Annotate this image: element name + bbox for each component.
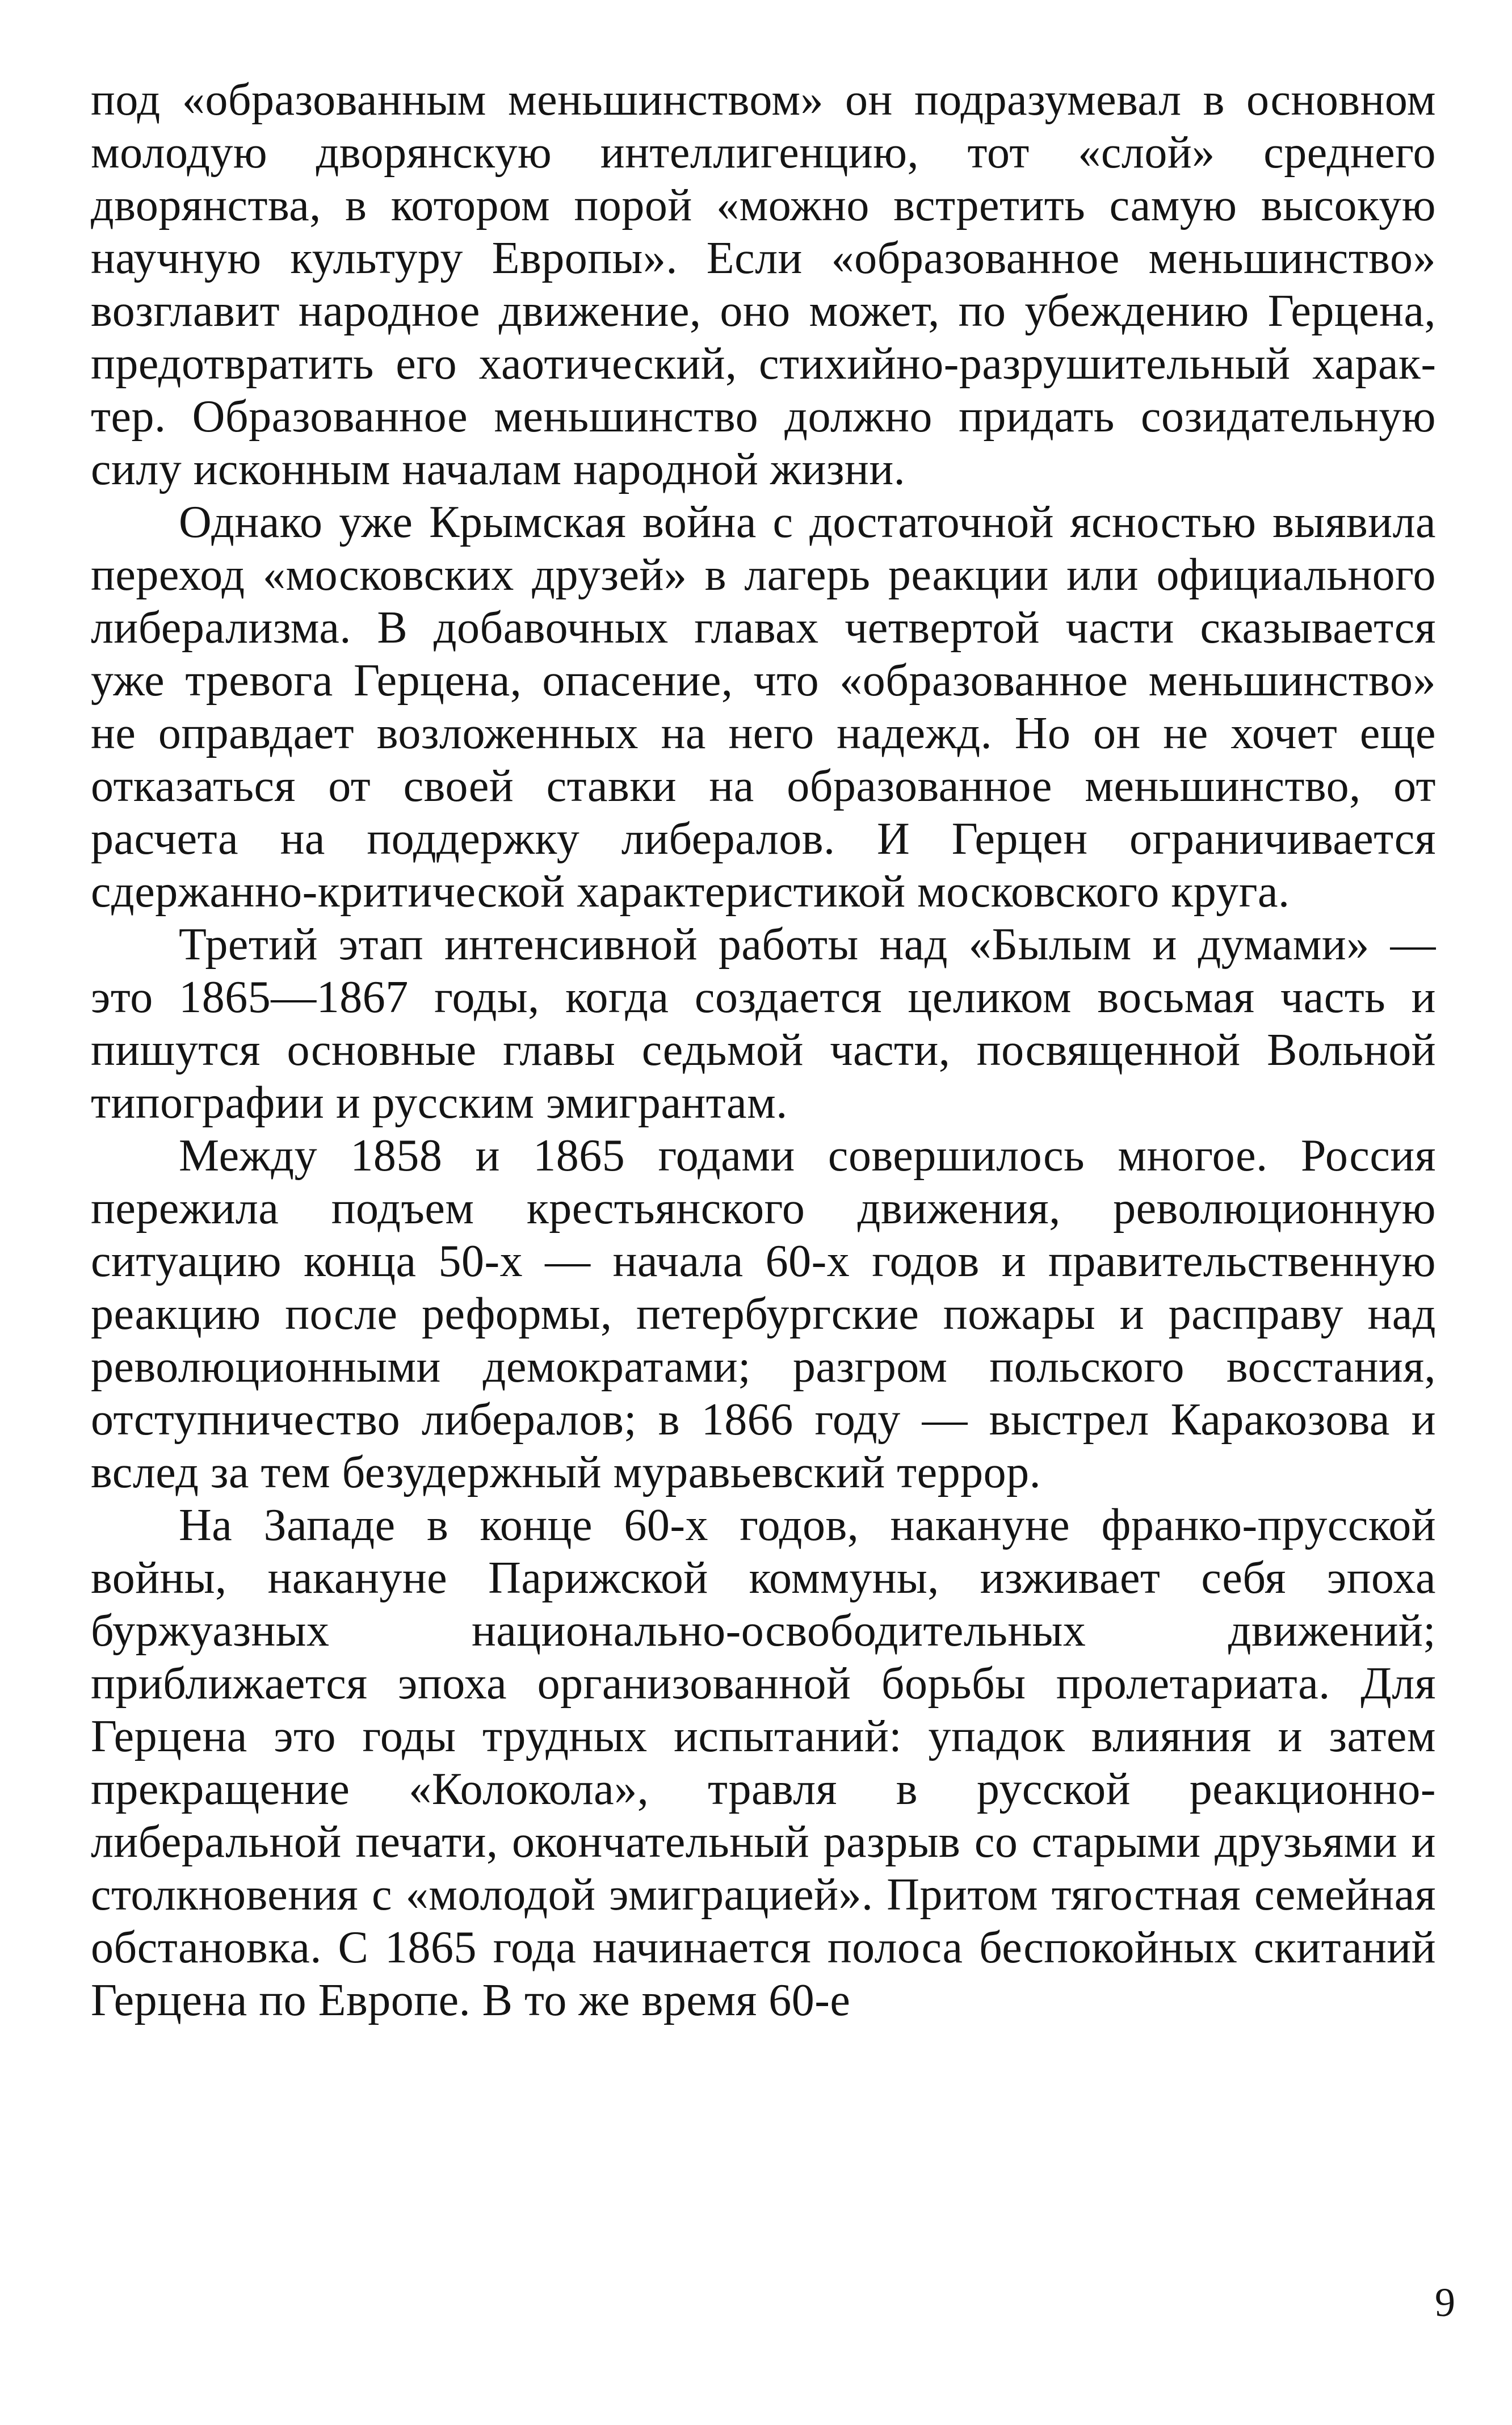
paragraph-5: На Западе в конце 60-х годов, накануне франко-прусской войны, накануне Парижской коммуны, изживает себя эпоха буржуазных национально-освободительных движений; приближается эпоха организованной борьбы пролетариата. Для Герцена это годы трудных испытаний: упадок влияния и затем прекращение «Колокола», травля в русской реакционно-либеральной печати, окончательный разрыв со старыми друзьями и столкновения с «молодой эмиграцией». Притом тягостная семейная обстановка. С 1865 года начинается полоса беспокойных скитаний Герцена по Европе. В то же время 60-е (91, 1500, 1436, 2025)
paragraph-3: Третий этап интенсивной работы над «Былым и думами» — это 1865—1867 годы, когда создается целиком восьмая часть и пишутся основные главы седьмой части, посвященной Вольной типографии и русским эмигрантам. (91, 920, 1436, 1128)
page-number: 9 (1435, 2280, 1455, 2325)
paragraph-2: Однако уже Крымская война с достаточной ясностью выявила переход «московских друзей» в лагерь реакции или официального либерализма. В добавочных главах четвертой части сказывается уже тревога Герцена, опасение, что «образованное меньшинство» не оправдает возложенных на него надежд. Но он не хочет еще отказаться от своей ставки на образованное меньшинство, от расчета на поддержку либералов. И Герцен ограничивается сдержанно-критической характеристикой московского круга. (91, 497, 1436, 917)
page-body (91, 74, 1436, 2027)
paragraph-4: Между 1858 и 1865 годами совершилось многое. Россия пережила подъем крестьянского движения, революционную ситуацию конца 50-х — начала 60-х годов и правительственную реакцию после реформы, петербургские пожары и расправу над революционными демократами; разгром польского восстания, отступничество либералов; в 1866 году — выстрел Каракозова и вслед за тем безудержный муравьевский террор. (91, 1131, 1436, 1497)
paragraph-1: под «образованным меньшинством» он подразумевал в основном молодую дворянскую интеллигенцию, тот «слой» среднего дворянства, в котором порой «можно встретить самую высокую научную культуру Европы». Если «образованное меньшинство» возглавит народное движение, оно может, по убеждению Герцена, предотвратить его хаотический, стихийно-разрушительный характер. Образованное меньшинство должно придать созидательную силу исконным началам народной жизни. (91, 75, 1436, 494)
